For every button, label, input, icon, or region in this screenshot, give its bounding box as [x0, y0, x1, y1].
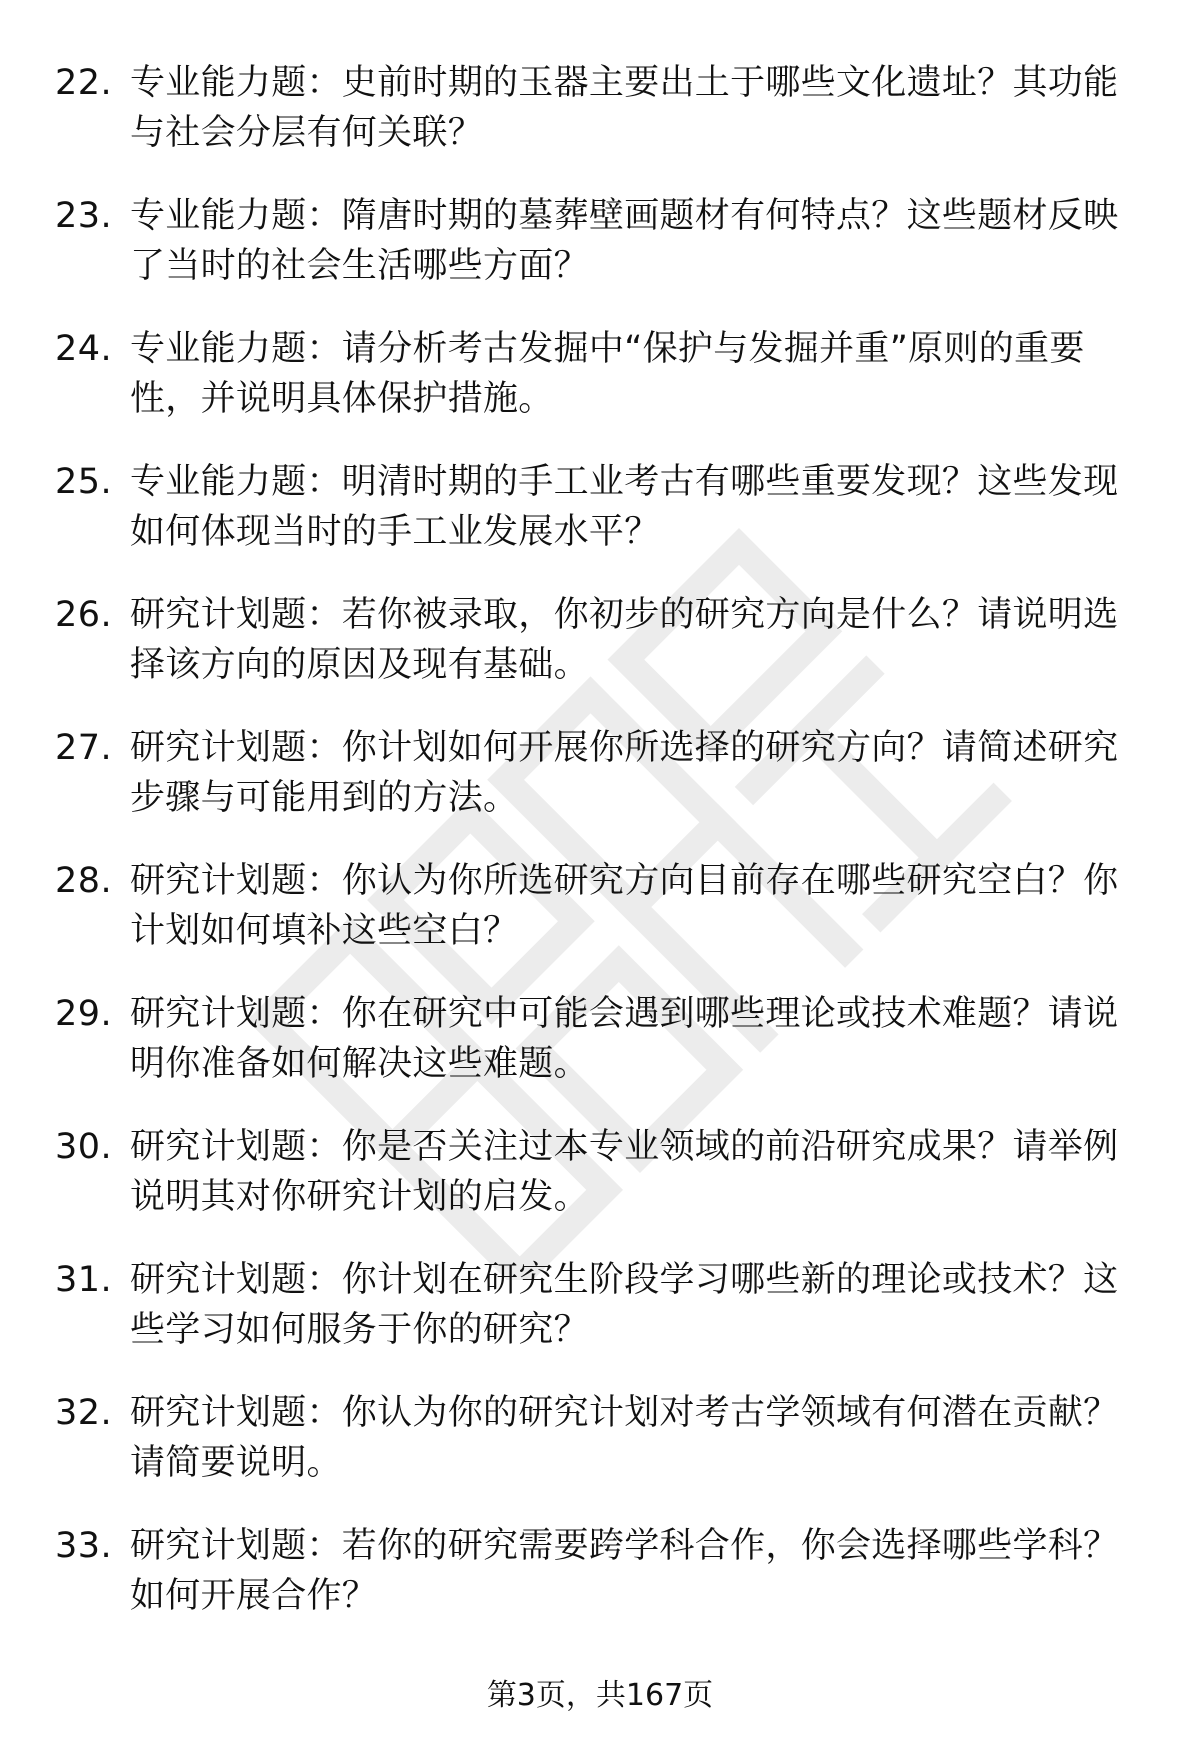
- question-text: [130, 1255, 1140, 1355]
- question-number: 32.: [55, 1393, 113, 1433]
- question-text-line: 性，并说明具体保护措施。: [130, 379, 554, 419]
- question-item: [0, 1388, 1200, 1521]
- question-text: [130, 590, 1140, 690]
- question-text-line: 如何体现当时的手工业发展水平？: [130, 512, 660, 552]
- question-number: 22.: [55, 63, 113, 103]
- question-number: 24.: [55, 329, 113, 369]
- question-text-line: 请简要说明。: [130, 1443, 342, 1483]
- question-item: [0, 1255, 1200, 1388]
- question-item: [0, 1521, 1200, 1654]
- question-text-line: 专业能力题：史前时期的玉器主要出土于哪些文化遗址？其功能: [130, 63, 1119, 103]
- question-text-line: 专业能力题：隋唐时期的墓葬壁画题材有何特点？这些题材反映: [130, 196, 1119, 236]
- question-text-line: 些学习如何服务于你的研究？: [130, 1310, 589, 1350]
- question-text-line: 如何开展合作？: [130, 1576, 378, 1616]
- question-text-line: 专业能力题：请分析考古发掘中“保护与发掘并重”原则的重要: [130, 329, 1085, 369]
- question-text-line: 研究计划题：你在研究中可能会遇到哪些理论或技术难题？请说: [130, 994, 1119, 1034]
- question-item: [0, 324, 1200, 457]
- question-text-line: 研究计划题：你计划在研究生阶段学习哪些新的理论或技术？这: [130, 1260, 1119, 1300]
- question-text: [130, 58, 1140, 158]
- page-number-label: 第3页，共167页: [486, 1678, 714, 1713]
- question-number: 28.: [55, 861, 113, 901]
- question-number: 23.: [55, 196, 113, 236]
- question-number: 26.: [55, 595, 113, 635]
- question-number: 29.: [55, 994, 113, 1034]
- question-text-line: 研究计划题：你是否关注过本专业领域的前沿研究成果？请举例: [130, 1127, 1119, 1167]
- question-list: [0, 58, 1200, 1654]
- question-item: [0, 457, 1200, 590]
- question-item: [0, 856, 1200, 989]
- question-item: [0, 989, 1200, 1122]
- question-number: 33.: [55, 1526, 113, 1566]
- question-text: [130, 324, 1140, 424]
- question-text-line: 研究计划题：若你被录取，你初步的研究方向是什么？请说明选: [130, 595, 1119, 635]
- question-item: [0, 58, 1200, 191]
- question-text: [130, 1122, 1140, 1222]
- question-text: [130, 1521, 1140, 1621]
- question-number: 31.: [55, 1260, 113, 1300]
- question-text-line: 明你准备如何解决这些难题。: [130, 1044, 589, 1084]
- question-item: [0, 723, 1200, 856]
- question-text-line: 说明其对你研究计划的启发。: [130, 1177, 589, 1217]
- question-text-line: 研究计划题：你认为你的研究计划对考古学领域有何潜在贡献？: [130, 1393, 1119, 1433]
- question-text-line: 专业能力题：明清时期的手工业考古有哪些重要发现？这些发现: [130, 462, 1119, 502]
- question-number: 25.: [55, 462, 113, 502]
- question-text: [130, 723, 1140, 823]
- page-footer: [0, 1676, 1200, 1716]
- question-number: 30.: [55, 1127, 113, 1167]
- question-text-line: 研究计划题：你认为你所选研究方向目前存在哪些研究空白？你: [130, 861, 1119, 901]
- question-text: [130, 1388, 1140, 1488]
- question-text-line: 研究计划题：你计划如何开展你所选择的研究方向？请简述研究: [130, 728, 1119, 768]
- question-text: [130, 989, 1140, 1089]
- question-text-line: 步骤与可能用到的方法。: [130, 778, 519, 818]
- question-text-line: 了当时的社会生活哪些方面？: [130, 246, 589, 286]
- question-text-line: 与社会分层有何关联？: [130, 113, 484, 153]
- question-item: [0, 1122, 1200, 1255]
- question-item: [0, 191, 1200, 324]
- question-text-line: 择该方向的原因及现有基础。: [130, 645, 589, 685]
- question-text-line: 研究计划题：若你的研究需要跨学科合作，你会选择哪些学科？: [130, 1526, 1119, 1566]
- question-item: [0, 590, 1200, 723]
- question-text: [130, 457, 1140, 557]
- question-text: [130, 856, 1140, 956]
- question-text: [130, 191, 1140, 291]
- question-text-line: 计划如何填补这些空白？: [130, 911, 519, 951]
- question-number: 27.: [55, 728, 113, 768]
